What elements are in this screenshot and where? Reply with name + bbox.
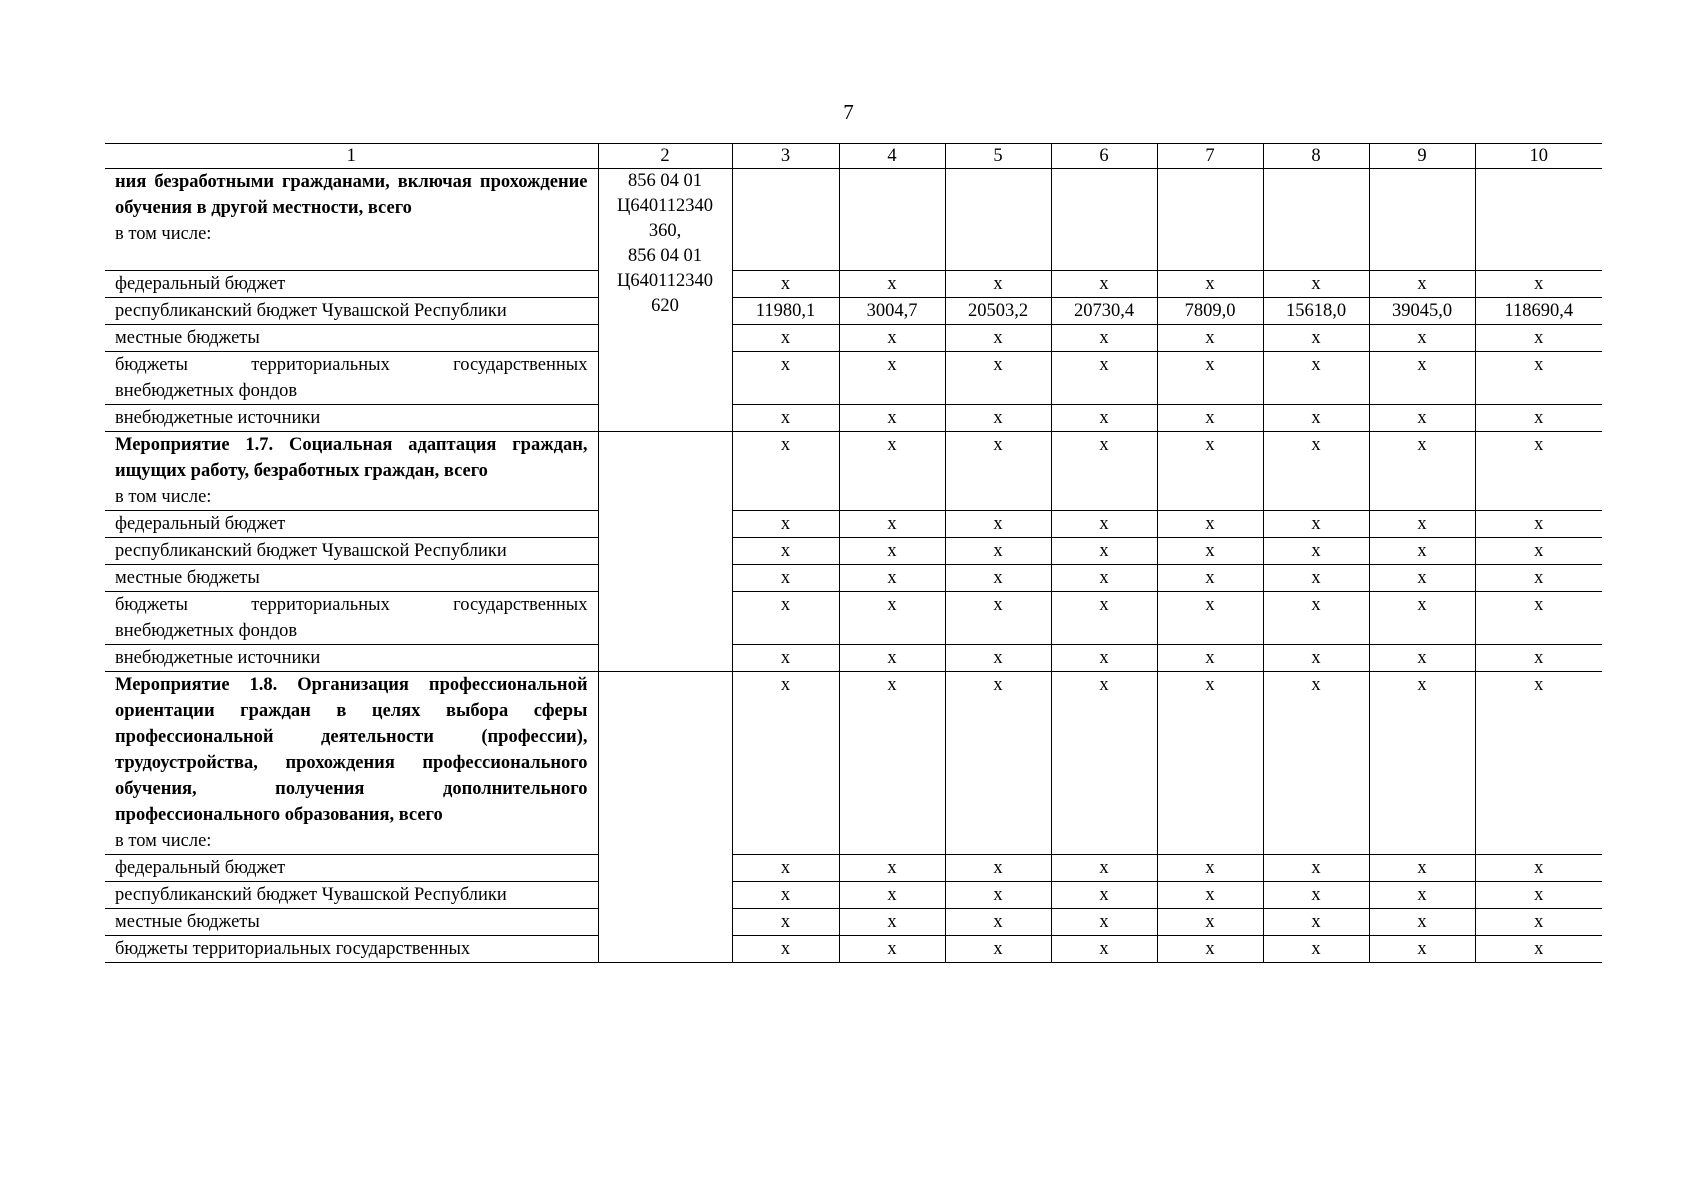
value-cell: x [732,565,839,592]
value-cell: x [1475,855,1602,882]
budget-source-label: местные бюджеты [105,325,598,352]
value-cell: x [1157,645,1263,672]
value-cell: x [1157,672,1263,855]
value-cell: x [839,672,945,855]
value-cell: x [1051,325,1157,352]
table-row [105,405,1602,432]
budget-source-label: федеральный бюджет [105,855,598,882]
value-cell: x [1475,538,1602,565]
value-cell: x [945,325,1051,352]
value-cell: x [1263,511,1369,538]
value-cell: x [1475,405,1602,432]
table-row [105,936,1602,963]
value-cell: x [1475,882,1602,909]
value-cell: x [945,909,1051,936]
budget-code-line: 856 04 01 [628,246,702,266]
value-cell: x [839,271,945,298]
budget-source-label: федеральный бюджет [105,271,598,298]
value-cell: x [1475,271,1602,298]
column-header: 10 [1475,144,1602,169]
budget-source-label: бюджеты территориальных государственных внебюджетных фондов [105,592,598,645]
budget-source-label: республиканский бюджет Чувашской Республики [105,882,598,909]
value-cell: x [945,565,1051,592]
value-cell: 3004,7 [839,298,945,325]
table-row [105,511,1602,538]
value-cell: x [1263,909,1369,936]
value-cell: x [1263,645,1369,672]
value-cell: x [1475,325,1602,352]
value-cell: x [839,432,945,511]
value-cell: 15618,0 [1263,298,1369,325]
value-cell: x [1369,936,1475,963]
value-cell: x [1263,432,1369,511]
event-title: ния безработными гражданами, включая прохождение обучения в другой местности, всего [115,172,588,218]
event-title-cell [105,432,598,511]
page-number: 7 [843,100,854,124]
value-cell: x [1475,645,1602,672]
value-cell: x [945,592,1051,645]
value-cell: x [1157,855,1263,882]
value-cell: x [1051,855,1157,882]
value-cell: x [732,538,839,565]
value-cell: x [1263,855,1369,882]
column-header: 8 [1263,144,1369,169]
value-cell: x [839,909,945,936]
table-row [105,271,1602,298]
value-cell: x [1157,432,1263,511]
budget-code-cell [598,169,732,432]
value-cell: x [732,432,839,511]
value-cell: x [839,538,945,565]
value-cell: x [945,511,1051,538]
table-row [105,855,1602,882]
value-cell: 20503,2 [945,298,1051,325]
value-cell: x [1157,565,1263,592]
value-cell: x [839,565,945,592]
budget-source-label: местные бюджеты [105,565,598,592]
value-cell: x [732,325,839,352]
value-cell [1263,169,1369,271]
value-cell: x [1157,936,1263,963]
column-header: 5 [945,144,1051,169]
value-cell: x [1263,325,1369,352]
column-header: 3 [732,144,839,169]
value-cell: x [732,592,839,645]
value-cell: x [1475,511,1602,538]
value-cell: x [1475,352,1602,405]
column-header-row [105,144,1602,169]
value-cell: x [1051,882,1157,909]
table-row [105,432,1602,511]
value-cell: x [945,271,1051,298]
table-row [105,325,1602,352]
event-title: Мероприятие 1.7. Социальная адаптация граждан, ищущих работу, безработных граждан, всего [115,435,588,481]
value-cell: 118690,4 [1475,298,1602,325]
budget-code-line: 620 [651,296,679,316]
table-row [105,538,1602,565]
value-cell: x [1369,909,1475,936]
value-cell: x [1051,909,1157,936]
value-cell: x [732,271,839,298]
value-cell: x [1369,405,1475,432]
value-cell: x [1263,565,1369,592]
table-row [105,882,1602,909]
value-cell: x [1157,405,1263,432]
table-row [105,169,1602,271]
value-cell: x [945,882,1051,909]
value-cell: x [1263,882,1369,909]
value-cell: x [839,405,945,432]
value-cell: x [1369,855,1475,882]
budget-code-line: 856 04 01 [628,171,702,191]
table-row [105,672,1602,855]
in-total-label: в том числе: [115,224,212,244]
value-cell: x [1369,352,1475,405]
value-cell: x [945,538,1051,565]
in-total-label: в том числе: [115,831,212,851]
in-total-label: в том числе: [115,487,212,507]
budget-source-label: республиканский бюджет Чувашской Республики [105,298,598,325]
value-cell: x [1157,511,1263,538]
value-cell: x [1369,592,1475,645]
value-cell: x [839,855,945,882]
value-cell: x [1157,909,1263,936]
value-cell: x [1369,565,1475,592]
value-cell: x [1263,936,1369,963]
value-cell: 11980,1 [732,298,839,325]
value-cell: x [1051,538,1157,565]
column-header: 9 [1369,144,1475,169]
table-row [105,645,1602,672]
value-cell: x [839,592,945,645]
budget-code-line: Ц640112340 [617,271,713,291]
value-cell: x [945,645,1051,672]
value-cell: x [1051,645,1157,672]
table-row [105,298,1602,325]
value-cell: x [1369,882,1475,909]
column-header: 4 [839,144,945,169]
table-row [105,565,1602,592]
column-header: 6 [1051,144,1157,169]
value-cell: x [1051,592,1157,645]
value-cell: x [945,405,1051,432]
value-cell [1051,169,1157,271]
value-cell: x [1051,672,1157,855]
value-cell [1369,169,1475,271]
budget-source-label: республиканский бюджет Чувашской Республики [105,538,598,565]
column-header: 1 [105,144,598,169]
value-cell: x [1263,352,1369,405]
value-cell: x [839,352,945,405]
value-cell: x [945,936,1051,963]
value-cell [1475,169,1602,271]
value-cell: x [1157,325,1263,352]
value-cell [945,169,1051,271]
budget-code-cell [598,672,732,963]
value-cell: x [732,645,839,672]
value-cell: x [945,672,1051,855]
budget-source-label: бюджеты территориальных государственных внебюджетных фондов [105,352,598,405]
value-cell: x [1263,672,1369,855]
value-cell: x [732,672,839,855]
value-cell: 7809,0 [1157,298,1263,325]
value-cell: x [1475,565,1602,592]
value-cell: x [1369,432,1475,511]
budget-source-label: внебюджетные источники [105,405,598,432]
budget-source-label: внебюджетные источники [105,645,598,672]
value-cell: x [945,855,1051,882]
value-cell: x [839,882,945,909]
value-cell: x [732,352,839,405]
column-header: 2 [598,144,732,169]
event-title-cell [105,672,598,855]
value-cell: x [1369,672,1475,855]
budget-code-line: Ц640112340 [617,196,713,216]
table-row [105,352,1602,405]
value-cell: x [1157,592,1263,645]
value-cell: x [1263,538,1369,565]
value-cell: x [1475,672,1602,855]
value-cell: x [1157,352,1263,405]
value-cell: x [1157,538,1263,565]
value-cell: x [1369,511,1475,538]
value-cell: x [839,645,945,672]
budget-source-label: федеральный бюджет [105,511,598,538]
budget-table [105,143,1602,963]
value-cell: x [1157,882,1263,909]
value-cell: x [1157,271,1263,298]
value-cell: x [1475,909,1602,936]
value-cell: x [839,936,945,963]
value-cell: x [945,432,1051,511]
budget-code-line: 360, [648,221,682,241]
value-cell: x [1475,936,1602,963]
table-row [105,592,1602,645]
budget-source-label: местные бюджеты [105,909,598,936]
value-cell: x [1475,432,1602,511]
value-cell: x [839,325,945,352]
value-cell: x [732,882,839,909]
budget-source-label: бюджеты территориальных государственных [105,936,598,963]
value-cell: x [1263,405,1369,432]
value-cell: x [1475,592,1602,645]
event-title-cell [105,169,598,271]
value-cell: x [1051,352,1157,405]
value-cell: x [1369,538,1475,565]
value-cell: x [1051,432,1157,511]
value-cell: x [732,855,839,882]
value-cell: x [1369,325,1475,352]
value-cell: x [732,909,839,936]
value-cell: x [1369,271,1475,298]
value-cell: 39045,0 [1369,298,1475,325]
value-cell: x [839,511,945,538]
value-cell: x [945,352,1051,405]
value-cell: x [1051,936,1157,963]
value-cell: x [1263,271,1369,298]
value-cell: x [732,936,839,963]
value-cell: x [732,511,839,538]
value-cell [1157,169,1263,271]
value-cell: x [1051,271,1157,298]
value-cell: x [732,405,839,432]
column-header: 7 [1157,144,1263,169]
value-cell: x [1051,405,1157,432]
value-cell: x [1263,592,1369,645]
value-cell: x [1369,645,1475,672]
event-title: Мероприятие 1.8. Организация профессиональной ориентации граждан в целях выбора сферы профессиональной деятельности (профессии), трудоустройства, прохождения профессионального обучения, получения дополнительного профессионального образования, всего [115,675,588,825]
value-cell [839,169,945,271]
value-cell: x [1051,565,1157,592]
value-cell: x [1051,511,1157,538]
budget-code-cell [598,432,732,672]
value-cell [732,169,839,271]
table-row [105,909,1602,936]
value-cell: 20730,4 [1051,298,1157,325]
